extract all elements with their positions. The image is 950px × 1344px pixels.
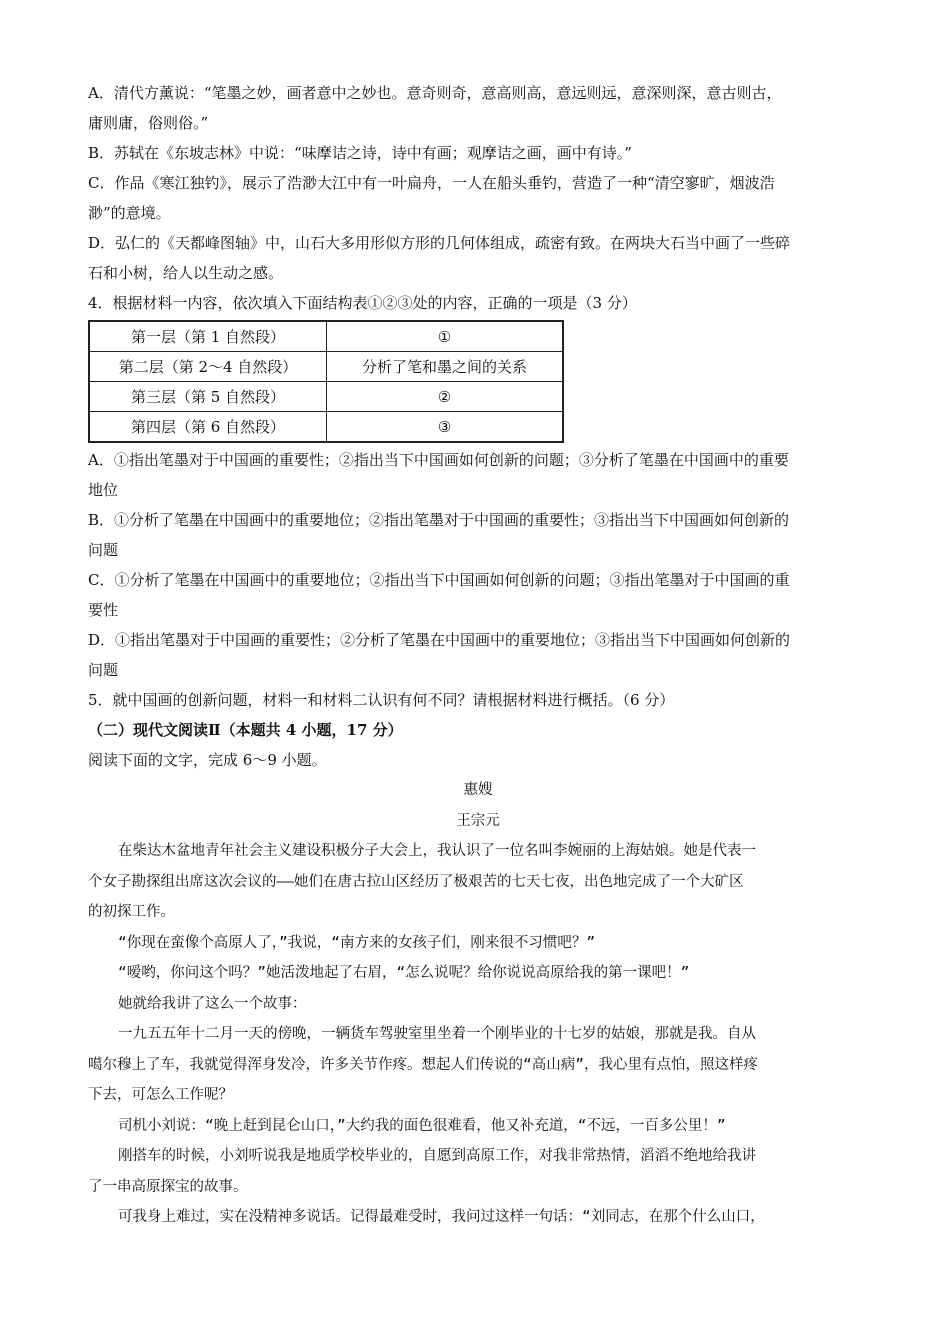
table-cell-layer: 第四层（第 6 自然段） [89, 412, 327, 443]
table-cell-content: ③ [327, 412, 564, 443]
table-cell-layer: 第三层（第 5 自然段） [89, 382, 327, 412]
table-cell-content: ① [327, 321, 564, 352]
q4-option-c-line1: C．①分析了笔墨在中国画中的重要地位；②指出当下中国画如何创新的问题；③指出笔墨对于中国画的重 [88, 571, 790, 589]
table-row [89, 382, 563, 412]
q4-option-b-line1: B．①分析了笔墨在中国画中的重要地位；②指出笔墨对于中国画的重要性；③指出当下中国画如何创新的 [88, 511, 790, 529]
q4-option-d-line2: 问题 [88, 661, 119, 679]
q4-stem: 4．根据材料一内容，依次填入下面结构表①②③处的内容，正确的一项是（3 分） [88, 294, 637, 312]
q3-option-c-line1: C．作品《寒江独钓》，展示了浩渺大江中有一叶扁舟，一人在船头垂钓，营造了一种“清空寥旷，烟波浩 [88, 174, 775, 192]
table-cell-content: ② [327, 382, 564, 412]
q3-option-a-line2: 庸则庸，俗则俗。” [88, 114, 209, 132]
q4-option-d-line1: D．①指出笔墨对于中国画的重要性；②分析了笔墨在中国画中的重要地位；③指出当下中国画如何创新的 [88, 631, 791, 649]
story-paragraph-line: 个女子勘探组出席这次会议的——她们在唐古拉山区经历了极艰苦的七天七夜，出色地完成了一个大矿区 [88, 873, 744, 890]
structure-table [88, 320, 564, 443]
story-paragraph-line: 刚搭车的时候，小刘听说我是地质学校毕业的，自愿到高原工作，对我非常热情，滔滔不绝地给我讲 [118, 1148, 756, 1164]
story-title: 惠嫂 [463, 782, 493, 798]
q4-option-a-line2: 地位 [88, 481, 119, 499]
story-paragraph-line: 她就给我讲了这么一个故事： [118, 995, 307, 1012]
table-row [89, 321, 563, 352]
q4-option-b-line2: 问题 [88, 541, 119, 559]
story-paragraph-line: 司机小刘说：“晚上赶到昆仑山口，”大约我的面色很难看，他又补充道，“不远，一百多公里！” [118, 1117, 726, 1134]
story-paragraph-line: 一九五五年十二月一天的傍晚，一辆货车驾驶室里坐着一个刚毕业的十七岁的姑娘，那就是我。自从 [118, 1026, 756, 1042]
section-heading: （二）现代文阅读Ⅱ（本题共 4 小题，17 分） [88, 721, 403, 739]
story-passage [88, 775, 868, 1233]
table-row [89, 412, 563, 443]
q3-option-d-line2: 石和小树，给人以生动之感。 [88, 264, 284, 282]
table-cell-layer: 第二层（第 2～4 自然段） [89, 352, 327, 382]
story-paragraph-line: 可我身上难过，实在没精神多说话。记得最难受时，我问过这样一句话：“刘同志，在那个什么山口， [118, 1209, 765, 1225]
table-row [89, 352, 563, 382]
table-cell-content: 分析了笔和墨之间的关系 [327, 352, 564, 382]
story-author: 王宗元 [456, 812, 500, 829]
story-paragraph-line: “嗳哟，你问这个吗？”她活泼地起了右眉，“怎么说呢？给你说说高原给我的第一课吧！” [118, 965, 690, 981]
q3-option-a-line1: A．清代方薰说：“笔墨之妙，画者意中之妙也。意奇则奇，意高则高，意远则远，意深则深，意古则古， [88, 84, 782, 102]
q3-option-c-line2: 渺”的意境。 [88, 204, 171, 222]
q3-option-b: B．苏轼在《东坡志林》中说：“味摩诘之诗，诗中有画；观摩诘之画，画中有诗。” [88, 144, 632, 162]
table-cell-layer: 第一层（第 1 自然段） [89, 321, 327, 352]
story-paragraph-line: “你现在蛮像个高原人了，”我说，“南方来的女孩子们，刚来很不习惯吧？” [118, 934, 596, 951]
q4-option-a-line1: A．①指出笔墨对于中国画的重要性；②指出当下中国画如何创新的问题；③分析了笔墨在中国画中的重要 [88, 451, 789, 469]
q3-option-d-line1: D．弘仁的《天都峰图轴》中，山石大多用形似方形的几何体组成，疏密有致。在两块大石当中画了一些碎 [88, 234, 791, 252]
story-paragraph-line: 的初探工作。 [88, 904, 175, 920]
story-paragraph-line: 噶尔穆上了车，我就觉得浑身发冷，许多关节作疼。想起人们传说的“高山病”，我心里有点怕，照这样疼 [88, 1056, 758, 1073]
q5-stem: 5．就中国画的创新问题，材料一和材料二认识有何不同？请根据材料进行概括。（6 分） [88, 691, 675, 709]
story-paragraph-line: 在柴达木盆地青年社会主义建设积极分子大会上，我认识了一位名叫李婉丽的上海姑娘。她是代表一 [118, 843, 756, 859]
exam-page [88, 78, 868, 1233]
q4-option-c-line2: 要性 [88, 601, 119, 619]
story-paragraph-line: 了一串高原探宝的故事。 [88, 1178, 248, 1195]
story-paragraph-line: 下去，可怎么工作呢？ [88, 1087, 233, 1103]
section-instruction: 阅读下面的文字，完成 6～9 小题。 [88, 751, 327, 769]
